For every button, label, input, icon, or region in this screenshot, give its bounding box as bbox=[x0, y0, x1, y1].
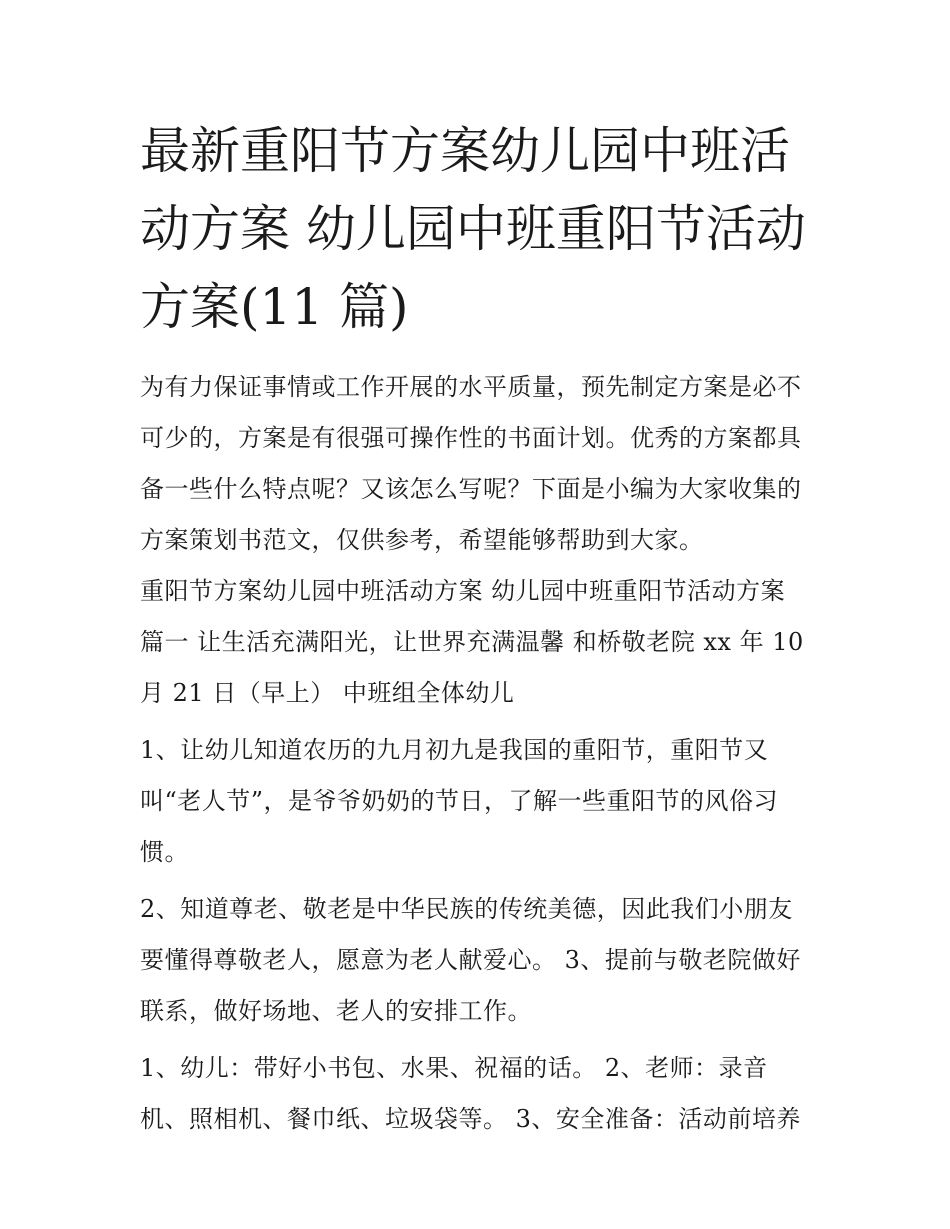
item1-paragraph bbox=[140, 725, 820, 878]
intro-line: 备一些什么特点呢？又该怎么写呢？下面是小编为大家收集的 bbox=[140, 475, 802, 503]
item2-line: 联系，做好场地、老人的安排工作。 bbox=[140, 997, 532, 1025]
section1-line: 重阳节方案幼儿园中班活动方案 幼儿园中班重阳节活动方案 bbox=[140, 577, 786, 605]
title-line-2: 动方案 幼儿园中班重阳节活动 bbox=[140, 200, 806, 258]
item1-line: 惯。 bbox=[140, 838, 189, 866]
item2-paragraph bbox=[140, 884, 820, 1037]
item3-paragraph bbox=[140, 1043, 820, 1145]
section1-paragraph bbox=[140, 566, 820, 719]
intro-line: 为有力保证事情或工作开展的水平质量，预先制定方案是必不 bbox=[140, 373, 802, 401]
document-title bbox=[140, 112, 820, 346]
document-page bbox=[140, 112, 820, 1145]
item2-line: 要懂得尊敬老人，愿意为老人献爱心。 3、提前与敬老院做好 bbox=[140, 946, 801, 974]
intro-line: 可少的，方案是有很强可操作性的书面计划。优秀的方案都具 bbox=[140, 424, 802, 452]
section1-line: 篇一 让生活充满阳光，让世界充满温馨 和桥敬老院 xx 年 10 bbox=[140, 628, 804, 656]
item3-line: 1、幼儿：带好小书包、水果、祝福的话。 2、老师：录音 bbox=[140, 1054, 768, 1082]
title-line-1: 最新重阳节方案幼儿园中班活 bbox=[140, 122, 790, 180]
section1-line: 月 21 日（早上） 中班组全体幼儿 bbox=[140, 679, 515, 707]
title-line-3: 方案(11 篇) bbox=[140, 278, 409, 336]
intro-line: 方案策划书范文，仅供参考，希望能够帮助到大家。 bbox=[140, 526, 704, 554]
item1-line: 叫“老人节”，是爷爷奶奶的节日，了解一些重阳节的风俗习 bbox=[140, 787, 779, 815]
item2-line: 2、知道尊老、敬老是中华民族的传统美德，因此我们小朋友 bbox=[140, 895, 793, 923]
item1-line: 1、让幼儿知道农历的九月初九是我国的重阳节，重阳节又 bbox=[140, 736, 769, 764]
intro-paragraph bbox=[140, 362, 820, 566]
item3-line: 机、照相机、餐巾纸、垃圾袋等。 3、安全准备：活动前培养 bbox=[140, 1105, 801, 1133]
